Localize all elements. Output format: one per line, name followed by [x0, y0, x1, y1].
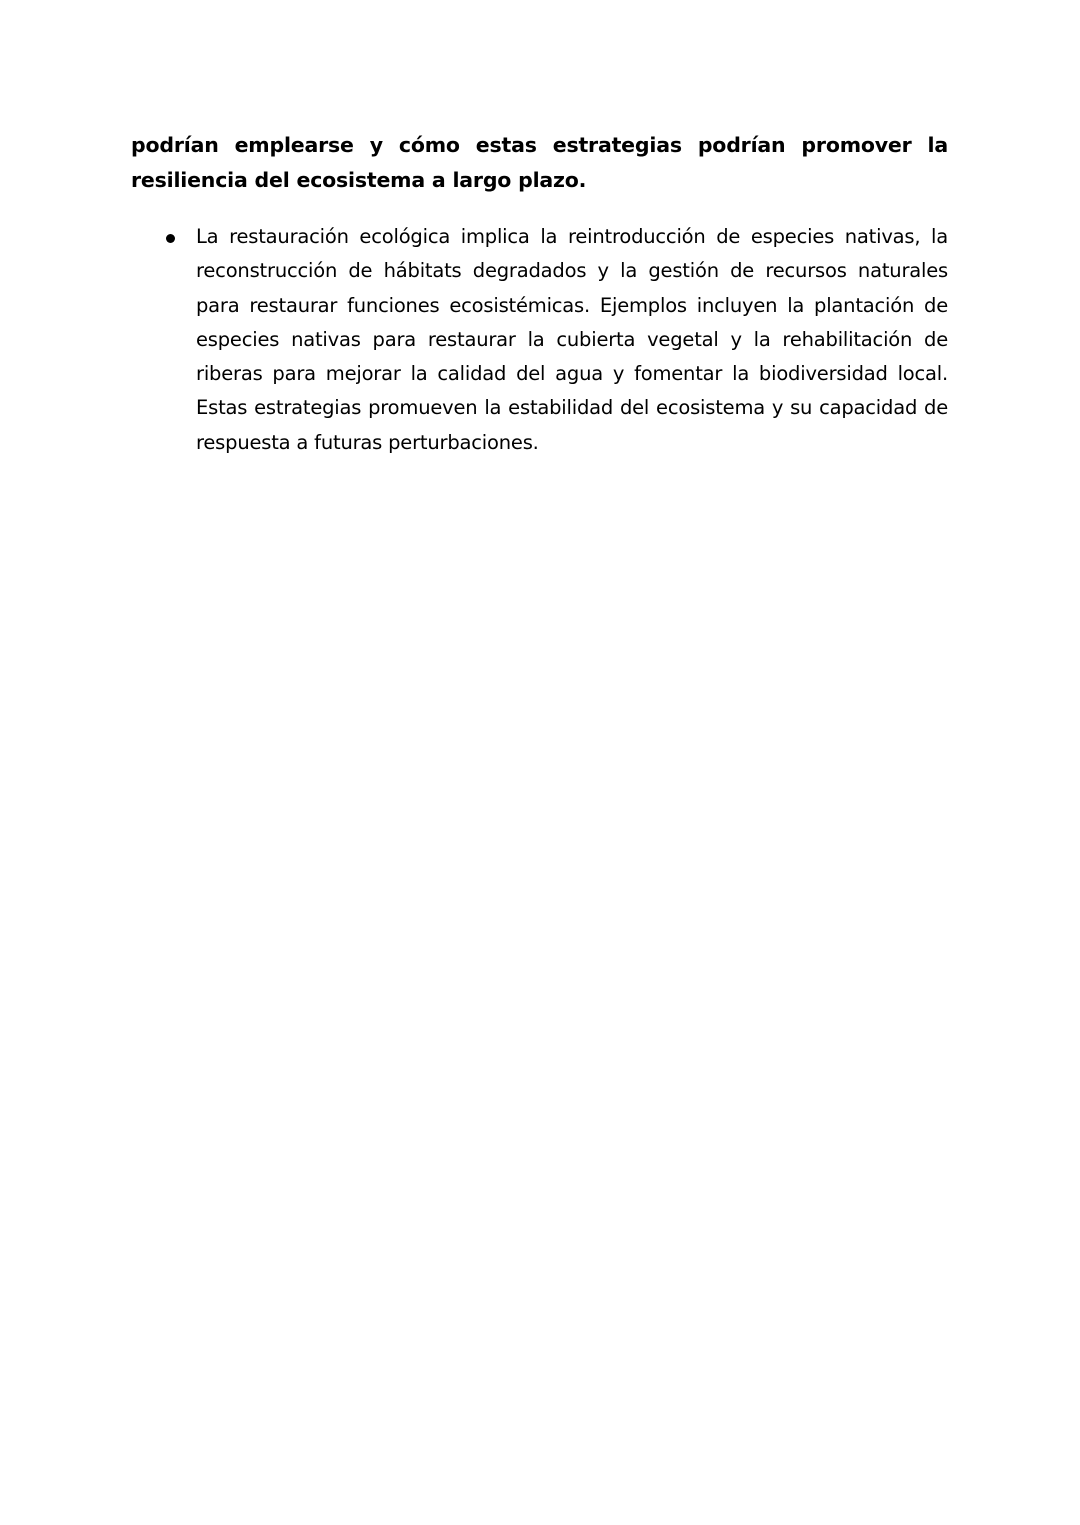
question-text: podrían emplearse y cómo estas estrategias podrían promover la resiliencia del ecosistema a largo plazo.: [131, 133, 948, 192]
bullet-icon: [166, 234, 175, 243]
answer-list: [131, 220, 948, 460]
list-item: [131, 220, 948, 460]
answer-text: La restauración ecológica implica la reintroducción de especies nativas, la reconstrucción de hábitats degradados y la gestión de recursos naturales para restaurar funciones ecosistémicas. Ejemplos incluyen la plantación de especies nativas para restaurar la cubierta vegetal y la rehabilitación de riberas para mejorar la calidad del agua y fomentar la biodiversidad local. Estas estrategias promueven la estabilidad del ecosistema y su capacidad de respuesta a futuras perturbaciones.: [196, 225, 948, 454]
